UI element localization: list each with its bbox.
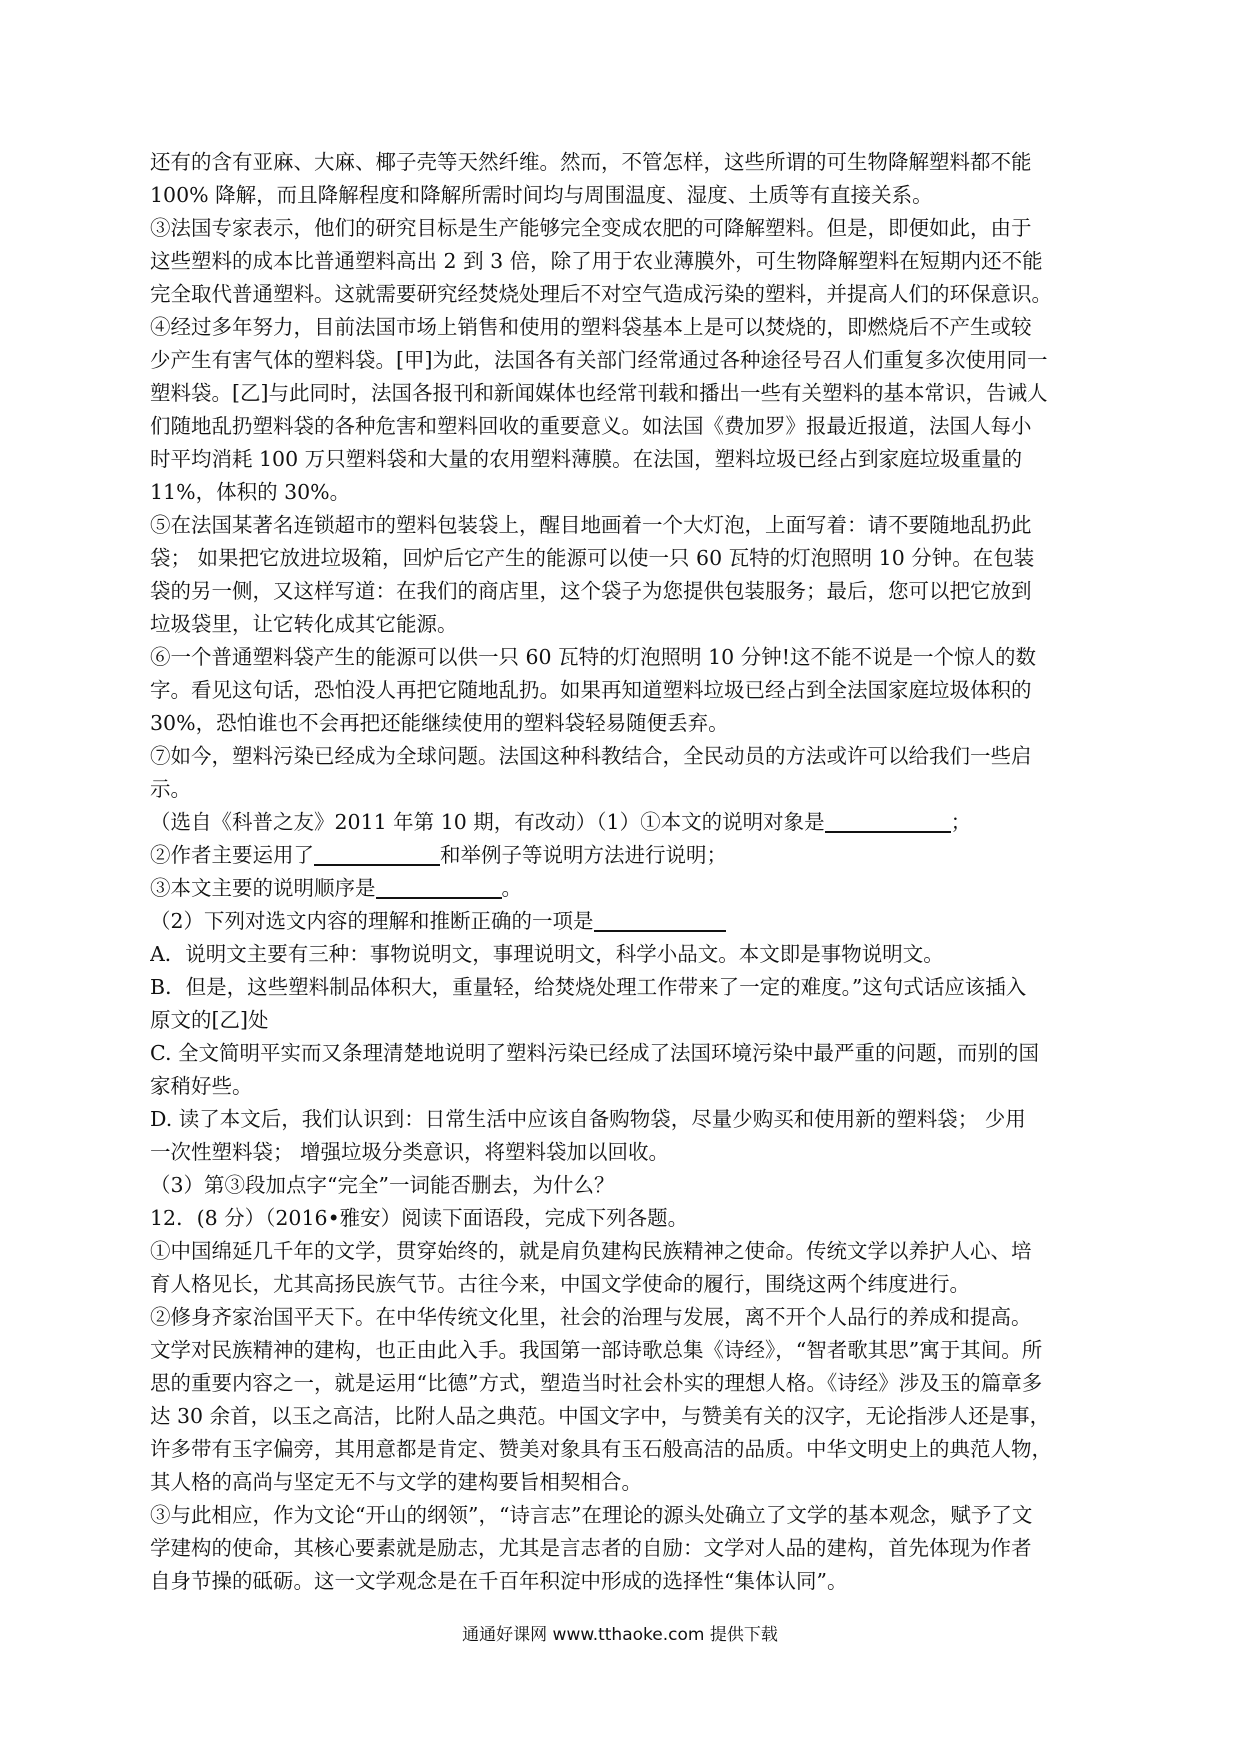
text-line: 塑料袋。[乙]与此同时，法国各报刊和新闻媒体也经常刊载和播出一些有关塑料的基本常识，告诫人 [150, 381, 1048, 405]
text-line: 家稍好些。 [150, 1074, 253, 1098]
text-line: 文学对民族精神的建构，也正由此入手。我国第一部诗歌总集《诗经》，“智者歌其思”寓于其间。所 [150, 1338, 1043, 1362]
text-line: 思的重要内容之一，就是运用“比德”方式，塑造当时社会朴实的理想人格。《诗经》涉及玉的篇章多 [150, 1371, 1043, 1395]
text-line: ③与此相应，作为文论“开山的纲领”，“诗言志”在理论的源头处确立了文学的基本观念，赋予了文 [150, 1503, 1033, 1527]
text-line: 12．(8 分）（2016•雅安）阅读下面语段，完成下列各题。 [150, 1206, 689, 1230]
question-2-line [150, 905, 1096, 938]
answer-blank-order[interactable] [376, 875, 502, 899]
text-line: 学建构的使命，其核心要素就是励志，尤其是言志者的自励：文学对人品的建构，首先体现为作者 [150, 1536, 1032, 1560]
text-line: ⑦如今，塑料污染已经成为全球问题。法国这种科教结合，全民动员的方法或许可以给我们一些启 [150, 744, 1032, 768]
text-line: B．但是，这些塑料制品体积大，重量轻，给焚烧处理工作带来了一定的难度。”这句式话应该插入 [150, 975, 1027, 999]
question-1-semicolon: ； [950, 810, 972, 834]
page-footer: 通通好课网 www.tthaoke.com 提供下载 [462, 1625, 778, 1645]
text-line: 其人格的高尚与坚定无不与文学的建构要旨相契相合。 [150, 1470, 642, 1494]
page-content [150, 146, 1096, 1598]
text-line: 袋； 如果把它放进垃圾箱，回炉后它产生的能源可以使一只 60 瓦特的灯泡照明 10 分钟。在包装 [150, 546, 1035, 570]
text-line: 还有的含有亚麻、大麻、椰子壳等天然纤维。然而，不管怎样，这些所谓的可生物降解塑料都不能 [150, 150, 1032, 174]
text-line: ③法国专家表示，他们的研究目标是生产能够完全变成农肥的可降解塑料。但是，即便如此，由于 [150, 216, 1032, 240]
text-line: 一次性塑料袋； 增强垃圾分类意识，将塑料袋加以回收。 [150, 1140, 670, 1164]
question-1-text: （选自《科普之友》2011 年第 10 期，有改动）（1）①本文的说明对象是 [150, 810, 825, 834]
question-1-prompt-3-tail: 。 [501, 876, 522, 900]
answer-blank-method[interactable] [314, 842, 440, 866]
answer-blank-object[interactable] [825, 809, 951, 833]
text-line: 许多带有玉字偏旁，其用意都是肯定、赞美对象具有玉石般高洁的品质。中华文明史上的典范人物， [150, 1437, 1052, 1461]
text-line: ⑥一个普通塑料袋产生的能源可以供一只 60 瓦特的灯泡照明 10 分钟!这不能不说是一个惊人的数 [150, 645, 1036, 669]
text-line: 们随地乱扔塑料袋的各种危害和塑料回收的重要意义。如法国《费加罗》报最近报道，法国人每小 [150, 414, 1032, 438]
question-2-text: （2）下列对选文内容的理解和推断正确的一项是 [150, 909, 594, 933]
question-1-prompt-2: ②作者主要运用了 [150, 843, 314, 867]
text-line: 字。看见这句话，恐怕没人再把它随地乱扔。如果再知道塑料垃圾已经占到全法国家庭垃圾体积的 [150, 678, 1032, 702]
text-line: ④经过多年努力，目前法国市场上销售和使用的塑料袋基本上是可以焚烧的，即燃烧后不产生或较 [150, 315, 1032, 339]
text-line: D. 读了本文后，我们认识到：日常生活中应该自备购物袋，尽量少购买和使用新的塑料袋； 少用 [150, 1107, 1026, 1131]
text-line: 袋的另一侧，又这样写道：在我们的商店里，这个袋子为您提供包装服务；最后，您可以把它放到 [150, 579, 1032, 603]
text-line: 达 30 余首，以玉之高洁，比附人品之典范。中国文字中，与赞美有关的汉字，无论指涉人还是事， [150, 1404, 1051, 1428]
question-1-prompt-3: ③本文主要的说明顺序是 [150, 876, 376, 900]
text-line: 30%，恐怕谁也不会再把还能继续使用的塑料袋轻易随便丢弃。 [150, 711, 729, 735]
text-line: 11%，体积的 30%。 [150, 480, 351, 504]
text-line: ①中国绵延几千年的文学，贯穿始终的，就是肩负建构民族精神之使命。传统文学以养护人心、培 [150, 1239, 1032, 1263]
question-1-prompt-2-tail: 和举例子等说明方法进行说明； [440, 843, 727, 867]
text-line: 时平均消耗 100 万只塑料袋和大量的农用塑料薄膜。在法国，塑料垃圾已经占到家庭垃圾重量的 [150, 447, 1023, 471]
question-1-line-3 [150, 872, 1096, 905]
question-1-line-1 [150, 806, 1096, 839]
text-line: 示。 [150, 777, 191, 801]
text-line: ②修身齐家治国平天下。在中华传统文化里，社会的治理与发展，离不开个人品行的养成和提高。 [150, 1305, 1032, 1329]
answer-blank-choice[interactable] [594, 908, 726, 932]
text-line: （3）第③段加点字“完全”一词能否删去，为什么？ [150, 1173, 615, 1197]
text-line: 育人格见长，尤其高扬民族气节。古往今来，中国文学使命的履行，围绕这两个纬度进行。 [150, 1272, 970, 1296]
text-line: 少产生有害气体的塑料袋。[甲]为此，法国各有关部门经常通过各种途径号召人们重复多次使用同一 [150, 348, 1048, 372]
text-line: 这些塑料的成本比普通塑料高出 2 到 3 倍，除了用于农业薄膜外，可生物降解塑料在短期内还不能 [150, 249, 1043, 273]
text-line: ⑤在法国某著名连锁超市的塑料包装袋上，醒目地画着一个大灯泡，上面写着：请不要随地乱扔此 [150, 513, 1032, 537]
text-line: 原文的[乙]处 [150, 1008, 269, 1032]
text-line: A．说明文主要有三种：事物说明文，事理说明文，科学小品文。本文即是事物说明文。 [150, 942, 944, 966]
text-line: 完全取代普通塑料。这就需要研究经焚烧处理后不对空气造成污染的塑料，并提高人们的环保意识。 [150, 282, 1052, 306]
text-line: C. 全文简明平实而又条理清楚地说明了塑料污染已经成了法国环境污染中最严重的问题，而别的国 [150, 1041, 1039, 1065]
text-line: 100% 降解，而且降解程度和降解所需时间均与周围温度、湿度、土质等有直接关系。 [150, 183, 933, 207]
question-1-line-2 [150, 839, 1096, 872]
text-line: 自身节操的砥砺。这一文学观念是在千百年积淀中形成的选择性“集体认同”。 [150, 1569, 848, 1593]
text-line: 垃圾袋里，让它转化成其它能源。 [150, 612, 458, 636]
